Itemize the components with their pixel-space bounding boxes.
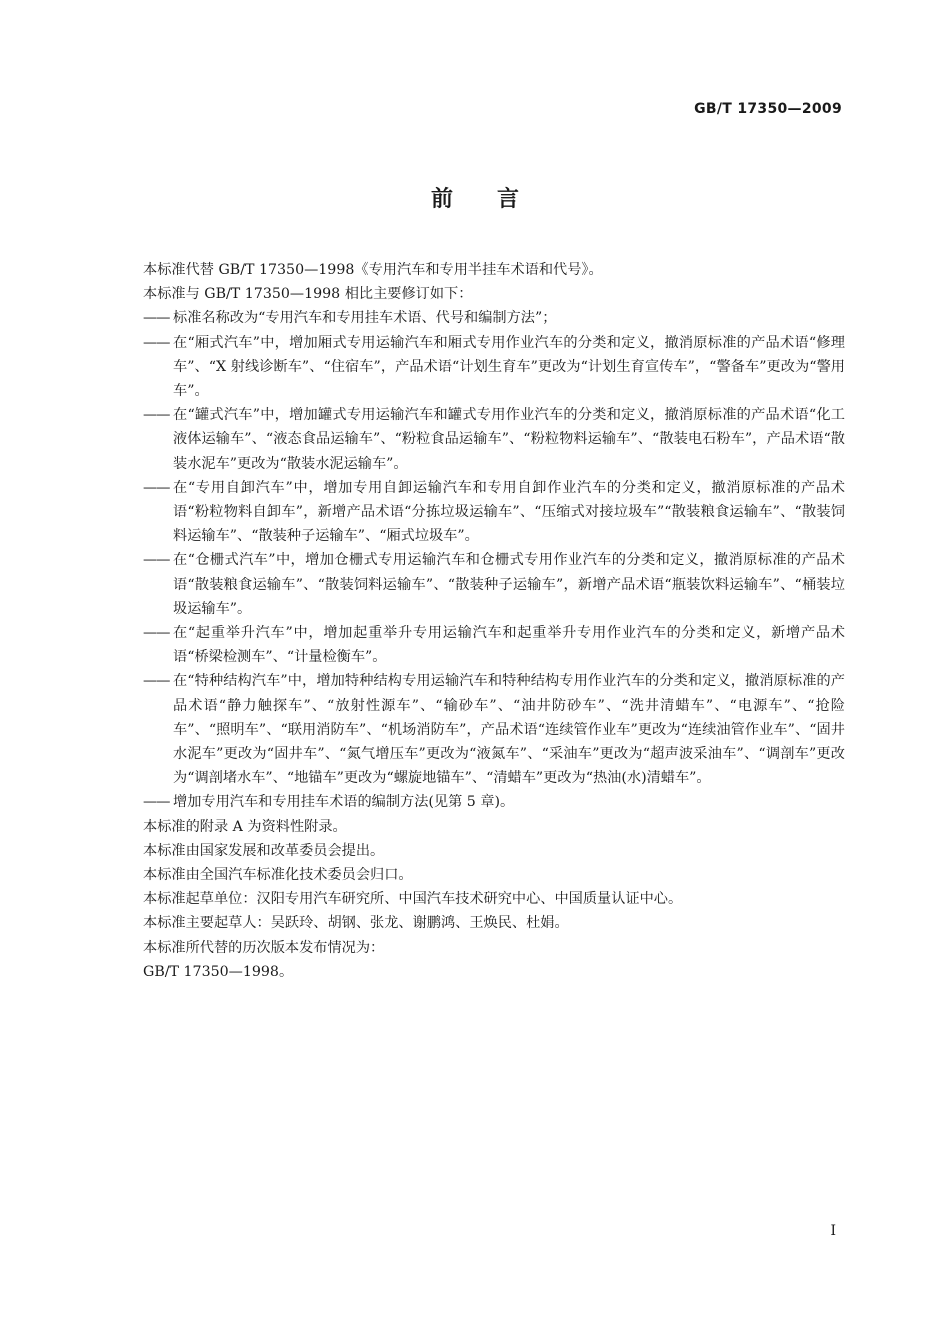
list-item-text: 在“特种结构汽车”中，增加特种结构专用运输汽车和特种结构专用作业汽车的分类和定义，撤消原标准的产品术语“静力触探车”、“放射性源车”、“输砂车”、“油井防砂车”、“洗井清蜡车”、“电源车”、“抢险车”、“照明车”、“联用消防车”、“机场消防车”，产品术语“连续管作业车”更改为“连续油管作业车”、“固井水泥车”更改为“固井车”、“氮气增压车”更改为“液氮车”、“采油车”更改为“超声波采油车”、“调剖车”更改为“调剖堵水车”、“地锚车”更改为“螺旋地锚车”、“清蜡车”更改为“热油(水)清蜡车”。 (173, 673, 845, 787)
list-item-text: 在“起重举升汽车”中，增加起重举升专用运输汽车和起重举升专用作业汽车的分类和定义，新增产品术语“桥梁检测车”、“计量检衡车”。 (173, 625, 845, 666)
list-item (143, 790, 845, 814)
changes-list (143, 306, 845, 814)
document-body (143, 258, 845, 984)
appendix-note: 本标准的附录 A 为资料性附录。 (143, 818, 347, 835)
list-item (143, 403, 845, 476)
list-item-text: 在“罐式汽车”中，增加罐式专用运输汽车和罐式专用作业汽车的分类和定义，撤消原标准的产品术语“化工液体运输车”、“液态食品运输车”、“粉粒食品运输车”、“粉粒物料运输车”、“散装电石粉车”，产品术语“散装水泥车”更改为“散装水泥运输车”。 (173, 407, 845, 472)
drafting-units-note: 本标准起草单位：汉阳专用汽车研究所、中国汽车技术研究中心、中国质量认证中心。 (143, 891, 683, 908)
list-item (143, 669, 845, 790)
committee-note: 本标准由全国汽车标准化技术委员会归口。 (143, 867, 413, 884)
page-number: I (830, 1223, 836, 1239)
history-item: GB/T 17350—1998。 (143, 963, 294, 980)
list-item-text: 增加专用汽车和专用挂车术语的编制方法(见第 5 章)。 (173, 794, 515, 811)
list-item-text: 在“专用自卸汽车”中，增加专用自卸运输汽车和专用自卸作业汽车的分类和定义，撤消原标准的产品术语“粉粒物料自卸车”，新增产品术语“分拣垃圾运输车”、“压缩式对接垃圾车”“散装粮食运输车”、“散装饲料运输车”、“散装种子运输车”、“厢式垃圾车”。 (173, 479, 845, 545)
history-intro: 本标准所代替的历次版本发布情况为： (143, 939, 385, 956)
dash-marker: —— (143, 673, 170, 690)
dash-marker: —— (143, 334, 170, 351)
page-title: 前言 (430, 187, 563, 212)
list-item-text: 在“仓栅式汽车”中，增加仓栅式专用运输汽车和仓栅式专用作业汽车的分类和定义，撤消原标准的产品术语“散装粮食运输车”、“散装饲料运输车”、“散装种子运输车”，新增产品术语“瓶装饮料运输车”、“桶装垃圾运输车”。 (173, 552, 845, 617)
list-item (143, 621, 845, 669)
replaces-paragraph: 本标准代替 GB/T 17350—1998《专用汽车和专用半挂车术语和代号》。 (143, 262, 603, 278)
dash-marker: —— (143, 479, 170, 496)
dash-marker: —— (143, 310, 170, 327)
list-item (143, 548, 845, 621)
standard-code: GB/T 17350—2009 (694, 101, 842, 117)
list-item-text: 在“厢式汽车”中，增加厢式专用运输汽车和厢式专用作业汽车的分类和定义，撤消原标准的产品术语“修理车”、“X 射线诊断车”、“住宿车”，产品术语“计划生育车”更改为“计划生育宣传车”，“警备车”更改为“警用车”。 (173, 334, 845, 400)
list-item (143, 476, 845, 549)
dash-marker: —— (143, 625, 170, 642)
dash-marker: —— (143, 552, 170, 569)
list-item (143, 306, 845, 330)
list-item (143, 331, 845, 404)
dash-marker: —— (143, 794, 170, 811)
list-item-text: 标准名称改为“专用汽车和专用挂车术语、代号和编制方法”； (173, 310, 557, 327)
drafters-note: 本标准主要起草人：吴跃玲、胡钢、张龙、谢鹏鸿、王焕民、杜娟。 (143, 915, 569, 932)
proposer-note: 本标准由国家发展和改革委员会提出。 (143, 842, 385, 859)
dash-marker: —— (143, 407, 170, 424)
changes-intro-paragraph: 本标准与 GB/T 17350—1998 相比主要修订如下： (143, 286, 473, 303)
